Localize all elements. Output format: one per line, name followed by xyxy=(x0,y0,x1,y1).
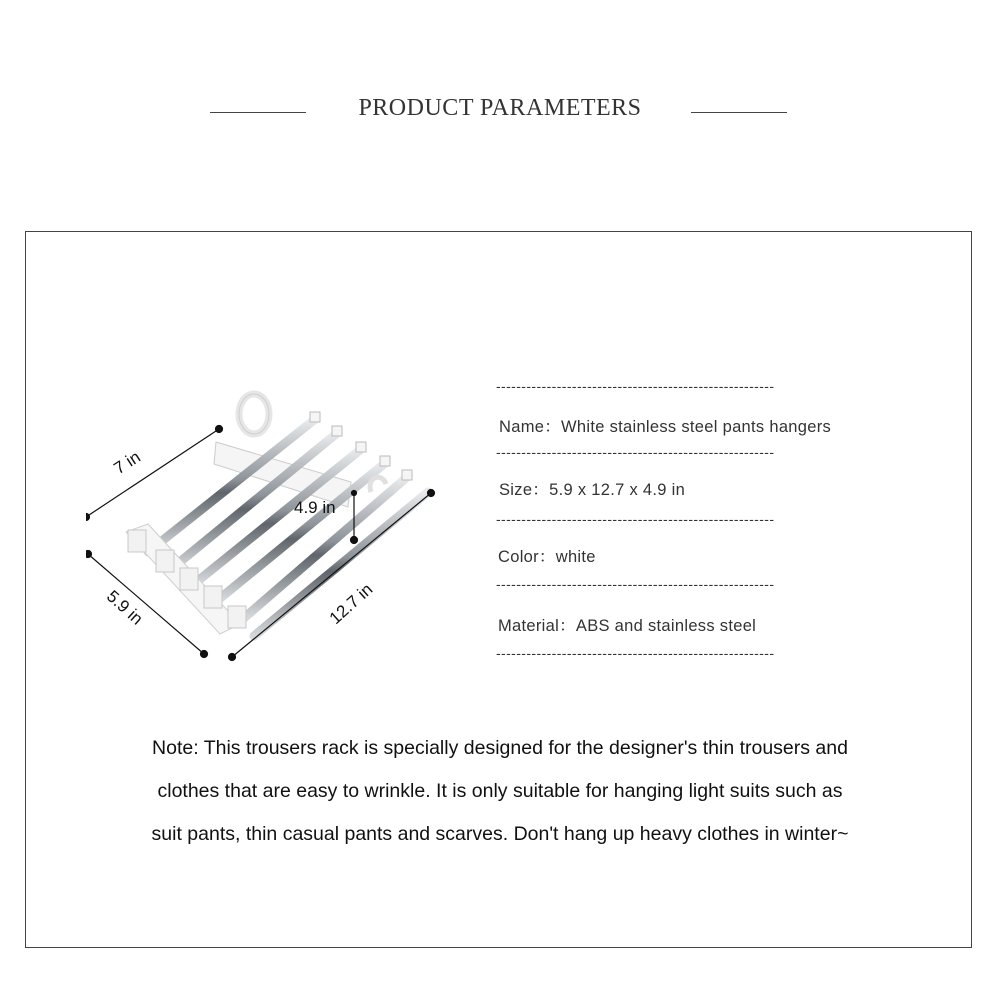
dimension-depth-label: 12.7 in xyxy=(325,579,377,628)
spec-material: Material：ABS and stainless steel xyxy=(498,617,757,635)
page-title: PRODUCT PARAMETERS xyxy=(358,95,642,121)
hanger-rods xyxy=(148,412,428,636)
dimension-height-label: 4.9 in xyxy=(294,498,336,517)
spec-divider: ------------------------------------------------------- xyxy=(496,577,775,591)
hanger-secondary-hook xyxy=(370,477,386,492)
header-divider-right xyxy=(691,112,787,113)
dimension-width-label: 5.9 in xyxy=(102,586,147,629)
spec-name: Name：White stainless steel pants hangers xyxy=(499,418,832,436)
spec-color: Color：white xyxy=(498,548,596,566)
note-line: clothes that are easy to wrinkle. It is only suitable for hanging light suits such as xyxy=(157,780,843,802)
hanger-hook xyxy=(239,394,269,434)
note-line: suit pants, thin casual pants and scarves. Don't hang up heavy clothes in winter~ xyxy=(151,823,849,845)
usage-note xyxy=(60,727,940,856)
spec-size: Size：5.9 x 12.7 x 4.9 in xyxy=(499,481,686,499)
hanger-base-connectors xyxy=(126,524,246,634)
spec-divider: ------------------------------------------------------- xyxy=(496,379,775,393)
note-line: Note: This trousers rack is specially designed for the designer's thin trousers and xyxy=(152,737,848,759)
dimension-length-label: 7 in xyxy=(110,447,144,479)
spec-divider: ------------------------------------------------------- xyxy=(496,646,775,660)
hanger-illustration xyxy=(86,372,486,672)
spec-divider: ------------------------------------------------------- xyxy=(496,445,775,459)
spec-divider: ------------------------------------------------------- xyxy=(496,512,775,526)
